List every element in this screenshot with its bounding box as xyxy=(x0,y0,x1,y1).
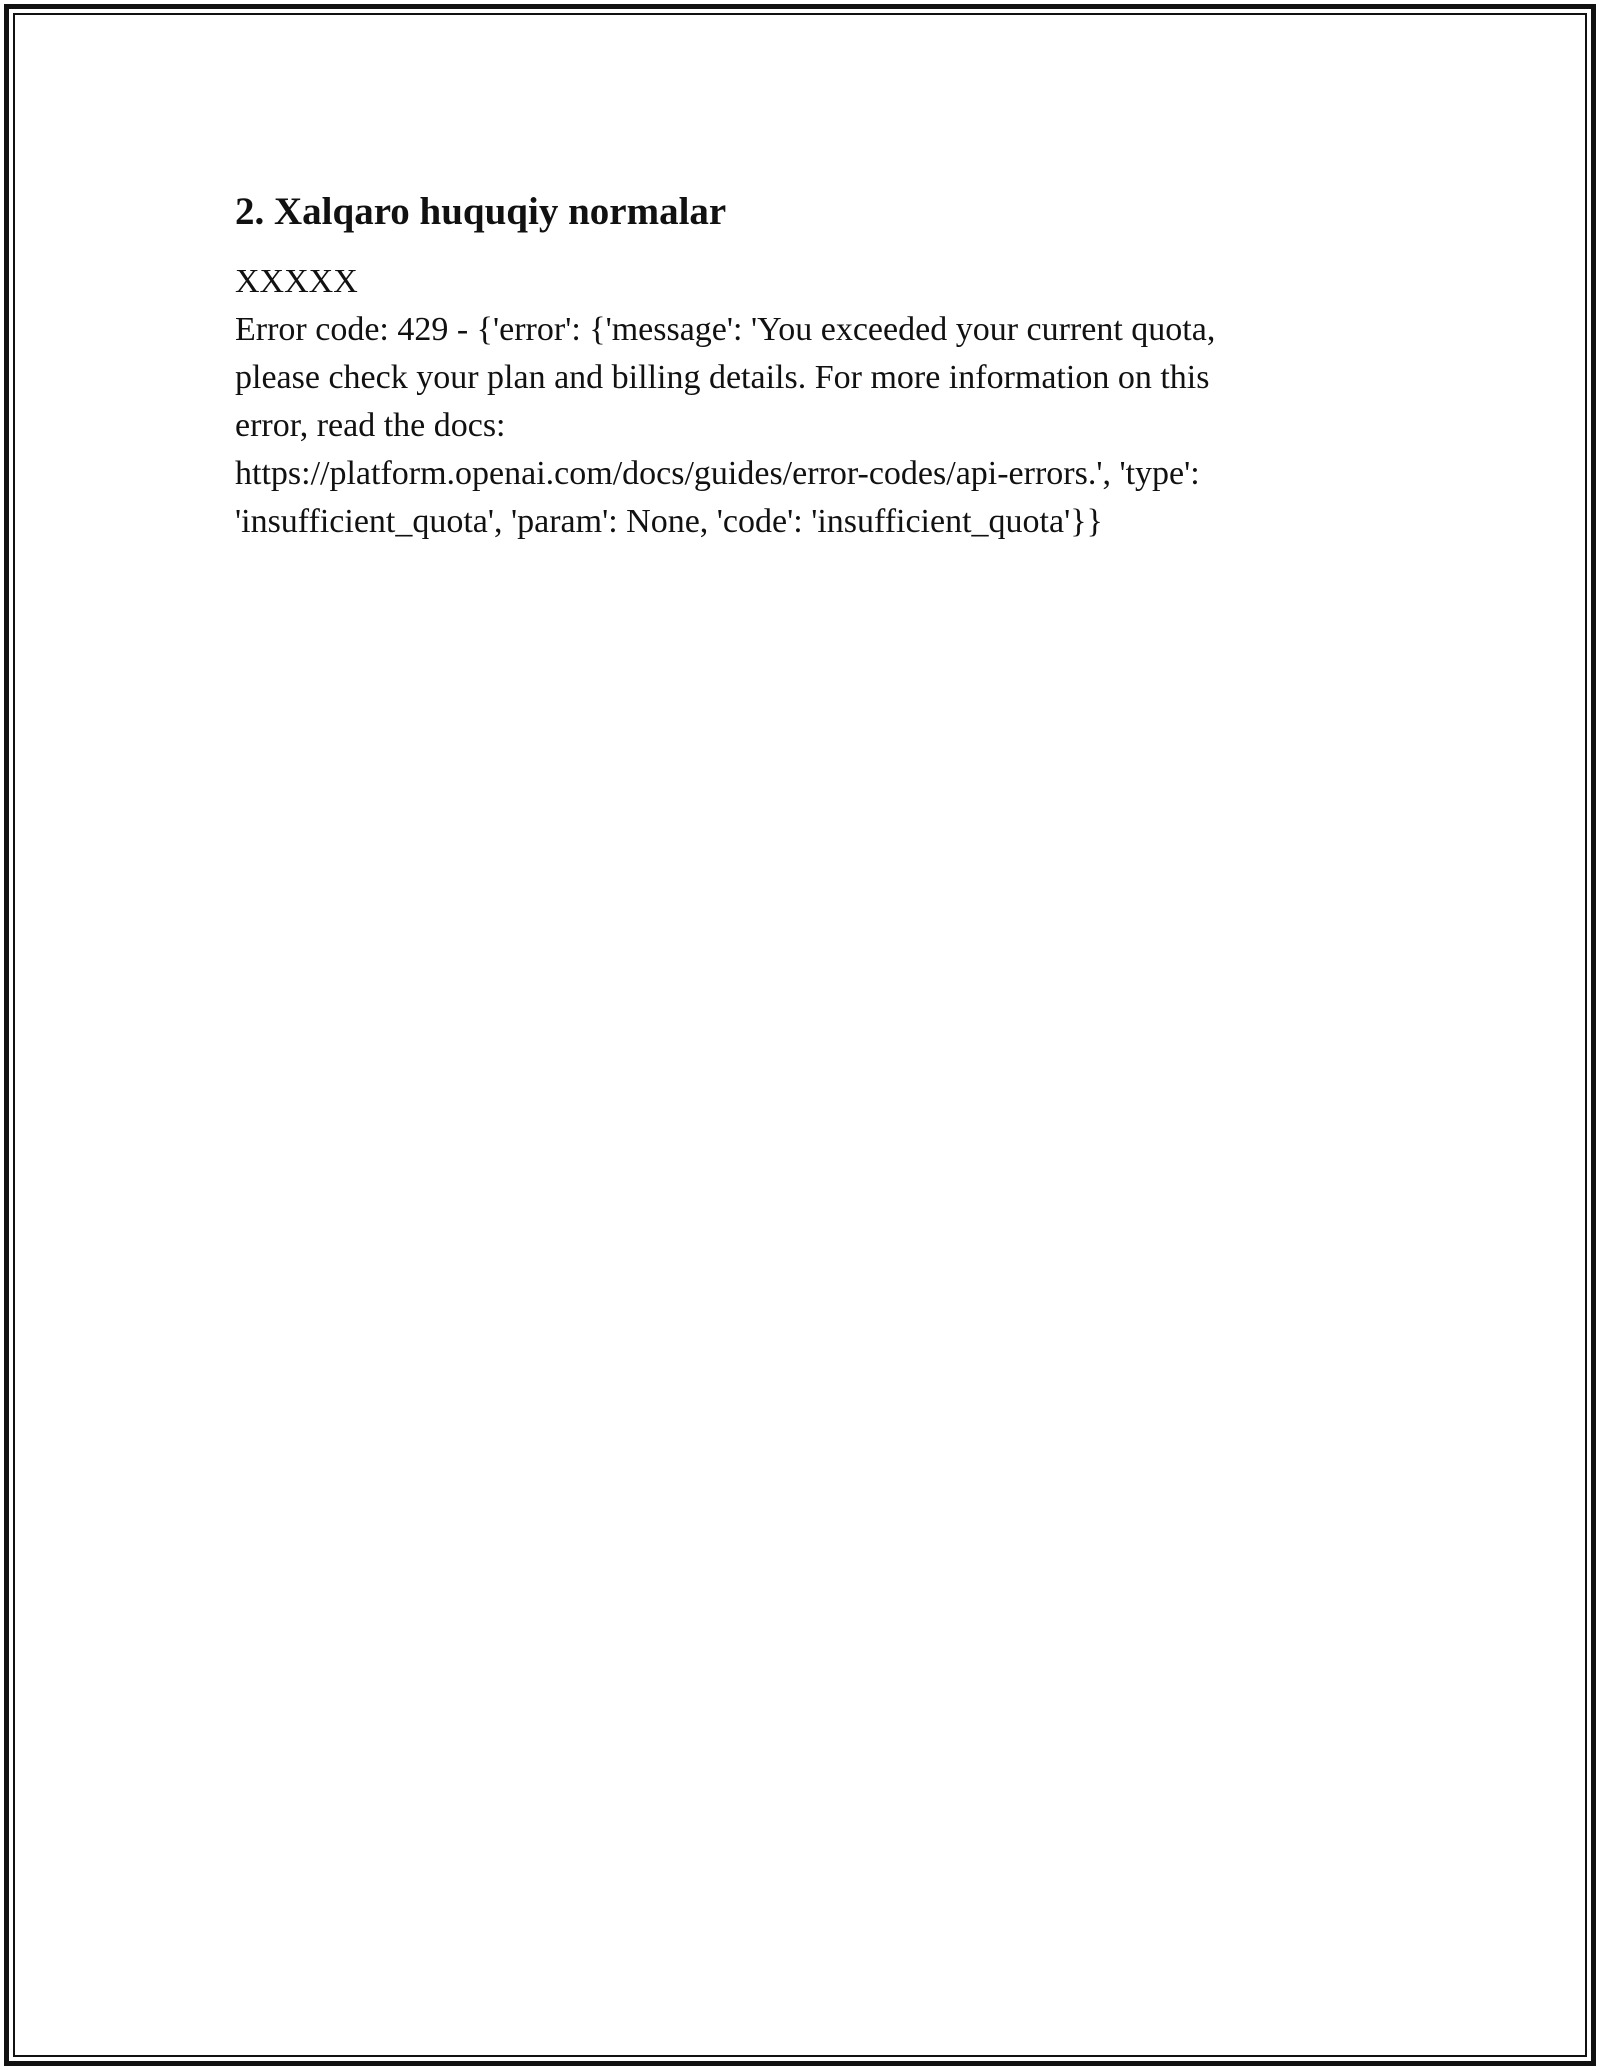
text-line: error, read the docs: xyxy=(235,407,506,444)
text-line: Error code: 429 - {'error': {'message': 'You exceeded your current quota, xyxy=(235,311,1216,348)
body-text xyxy=(235,258,1355,546)
page-content xyxy=(235,186,1355,546)
text-line: https://platform.openai.com/docs/guides/error-codes/api-errors.', 'type': xyxy=(235,455,1200,492)
text-line: XXXXX xyxy=(235,263,358,300)
section-heading: 2. Xalqaro huquqiy normalar xyxy=(235,190,727,233)
text-line: 'insufficient_quota', 'param': None, 'code': 'insufficient_quota'}} xyxy=(235,503,1103,540)
text-line: please check your plan and billing details. For more information on this xyxy=(235,359,1210,396)
